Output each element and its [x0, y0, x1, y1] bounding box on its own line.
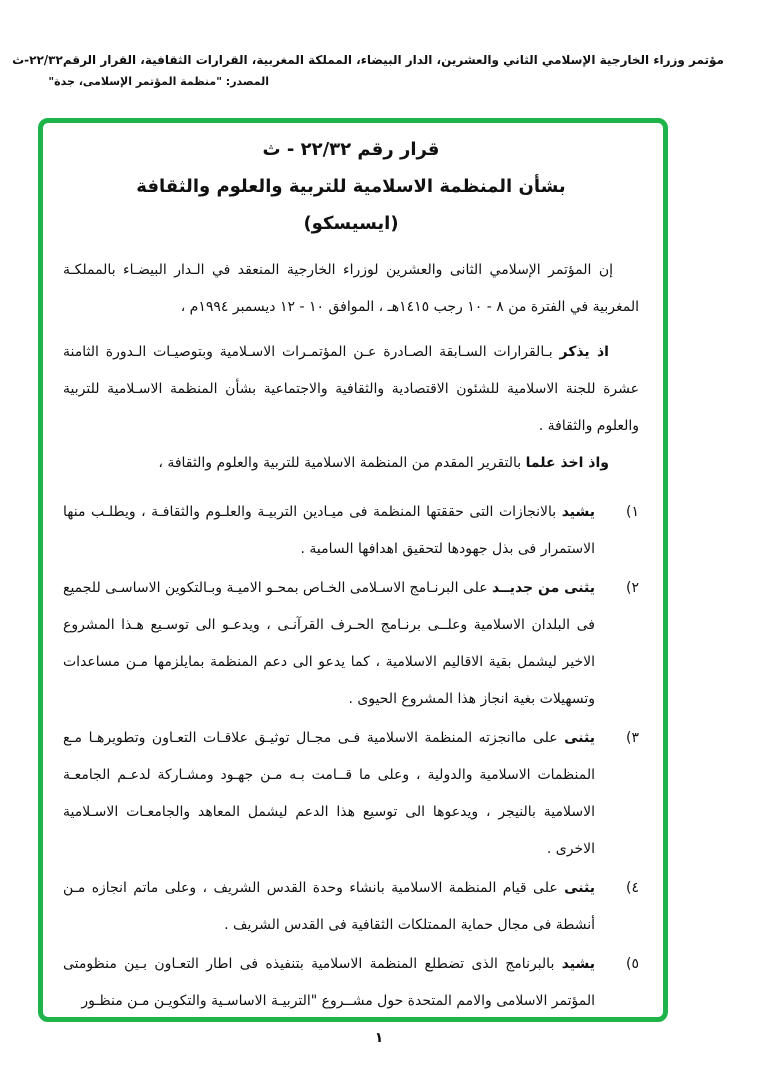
preamble-recalling-text: بـالقرارات السـابقة الصـادرة عـن المؤتمـرات الاسـلامية وبتوصيـات الـدورة الثامنة عشرة للجنة الاسلامية للشئون الاقتصادية والثقافية والاجتماعية بشأن المنظمة الاسـلامية للتربية والعلوم والثقافة . — [63, 344, 639, 434]
resolution-item-4 — [63, 870, 639, 944]
header-citation: مؤتمر وزراء الخارجية الإسلامي الثاني والعشرين، الدار البيضاء، المملكة المغربية، القرارات الثقافية، القرار الرقم٢٢/٣٢-ث — [12, 53, 724, 67]
item-3-body: على ماانجزته المنظمة الاسلامية فـى مجـال توثيـق علاقـات التعـاون وتطويرهـا مـع المنظمات الاسلامية والدولية ، وعلى ما قــامت بـه مـن جهـود ومشـاركة لدعـم الجامعـة الاسلامية بالنيجر ، ويدعوها الى توسيع هذا الدعم ليشمل المعاهد والجامعـات الاسـلامية الاخرى . — [63, 730, 595, 857]
item-5-body: بالبرنامج الذى تضطلع المنظمة الاسلامية بتنفيذه فى اطار التعـاون بـين منظومتى المؤتمر الاسلامى والامم المتحدة حول مشــروع "التربيـة الاساسـية والتكويـن مـن منظـور — [63, 956, 595, 1009]
item-2-lead: يثنى من جديــد — [492, 580, 595, 596]
item-4-text — [63, 870, 595, 944]
resolution-item-1 — [63, 494, 639, 568]
title-resolution-number: قرار رقم ٢٢/٣٢ - ث — [262, 139, 440, 160]
preamble-opening-text: إن المؤتمر الإسلامي الثانى والعشرين لوزراء الخارجية المنعقد في الـدار البيضـاء بالمملكـة المغربية في الفترة من ٨ - ١٠ رجب ١٤١٥هـ ، الموافق ١٠ - ١٢ ديسمبر ١٩٩٤م ، — [63, 262, 639, 315]
title-subject: بشأن المنظمة الاسلامية للتربية والعلوم والثقافة — [136, 176, 566, 197]
header-source: المصدر: "منظمة المؤتمر الإسلامى، جدة" — [48, 75, 269, 88]
document-header — [12, 50, 724, 90]
item-4-number: ٤) — [626, 880, 639, 896]
resolution-item-5 — [63, 946, 639, 1020]
item-2-text — [63, 570, 595, 718]
item-4-body: على قيام المنظمة الاسلامية بانشاء وحدة القدس الشريف ، وعلى ماتم انجازه مـن أنشطة فى مجال حماية الممتلكات الثقافية فى القدس الشريف . — [63, 880, 595, 933]
item-3-lead: يثنى — [564, 730, 595, 746]
preamble-noting-lead: واذ اخذ علما — [525, 455, 609, 471]
item-5-text — [63, 946, 595, 1020]
item-1-text — [63, 494, 595, 568]
item-4-lead: يثنى — [564, 880, 595, 896]
item-1-number: ١) — [626, 504, 639, 520]
item-2-body: على البرنـامج الاسـلامى الخـاص بمحـو الاميـة وبـالتكوين الاساسـى للجميع فى البلدان الاسلامية وعلــى برنـامج الحـرف القرآنـى ، ويدعـو الى توسـيع هـذا المشروع الاخير ليشمل بقية الاقاليم الاسلامية ، كما يدعو الى دعم المنظمة بمايلزمها مـن مساعدات وتسهيلات بغية انجاز هذا المشروع الحيوى . — [63, 580, 595, 707]
resolution-item-3 — [63, 720, 639, 868]
resolution-items — [63, 494, 639, 1020]
item-3-number: ٣) — [626, 730, 639, 746]
item-1-lead: يشيد — [561, 504, 595, 520]
item-2-number: ٢) — [626, 580, 639, 596]
preamble-noting-text: بالتقرير المقدم من المنظمة الاسلامية للتربية والعلوم والثقافة ، — [158, 455, 526, 471]
title-acronym: (ايسيسكو) — [303, 213, 399, 234]
item-3-text — [63, 720, 595, 868]
item-1-body: بالانجازات التى حققتها المنظمة فى ميـادين التربيـة والعلـوم والثقافـة ، ويطلـب منها الاستمرار فى بذل جهودها لتحقيق اهدافها السامية . — [63, 504, 595, 557]
preamble-recalling-lead: اذ يذكر — [559, 344, 609, 360]
preamble-opening — [63, 252, 639, 326]
resolution-item-2 — [63, 570, 639, 718]
resolution-title — [63, 131, 639, 242]
page-number: ١ — [374, 1030, 384, 1046]
resolution-frame — [38, 118, 668, 1022]
preamble-noting — [63, 445, 639, 482]
preamble-recalling — [63, 334, 639, 445]
item-5-lead: يشيد — [561, 956, 595, 972]
item-5-number: ٥) — [626, 956, 639, 972]
